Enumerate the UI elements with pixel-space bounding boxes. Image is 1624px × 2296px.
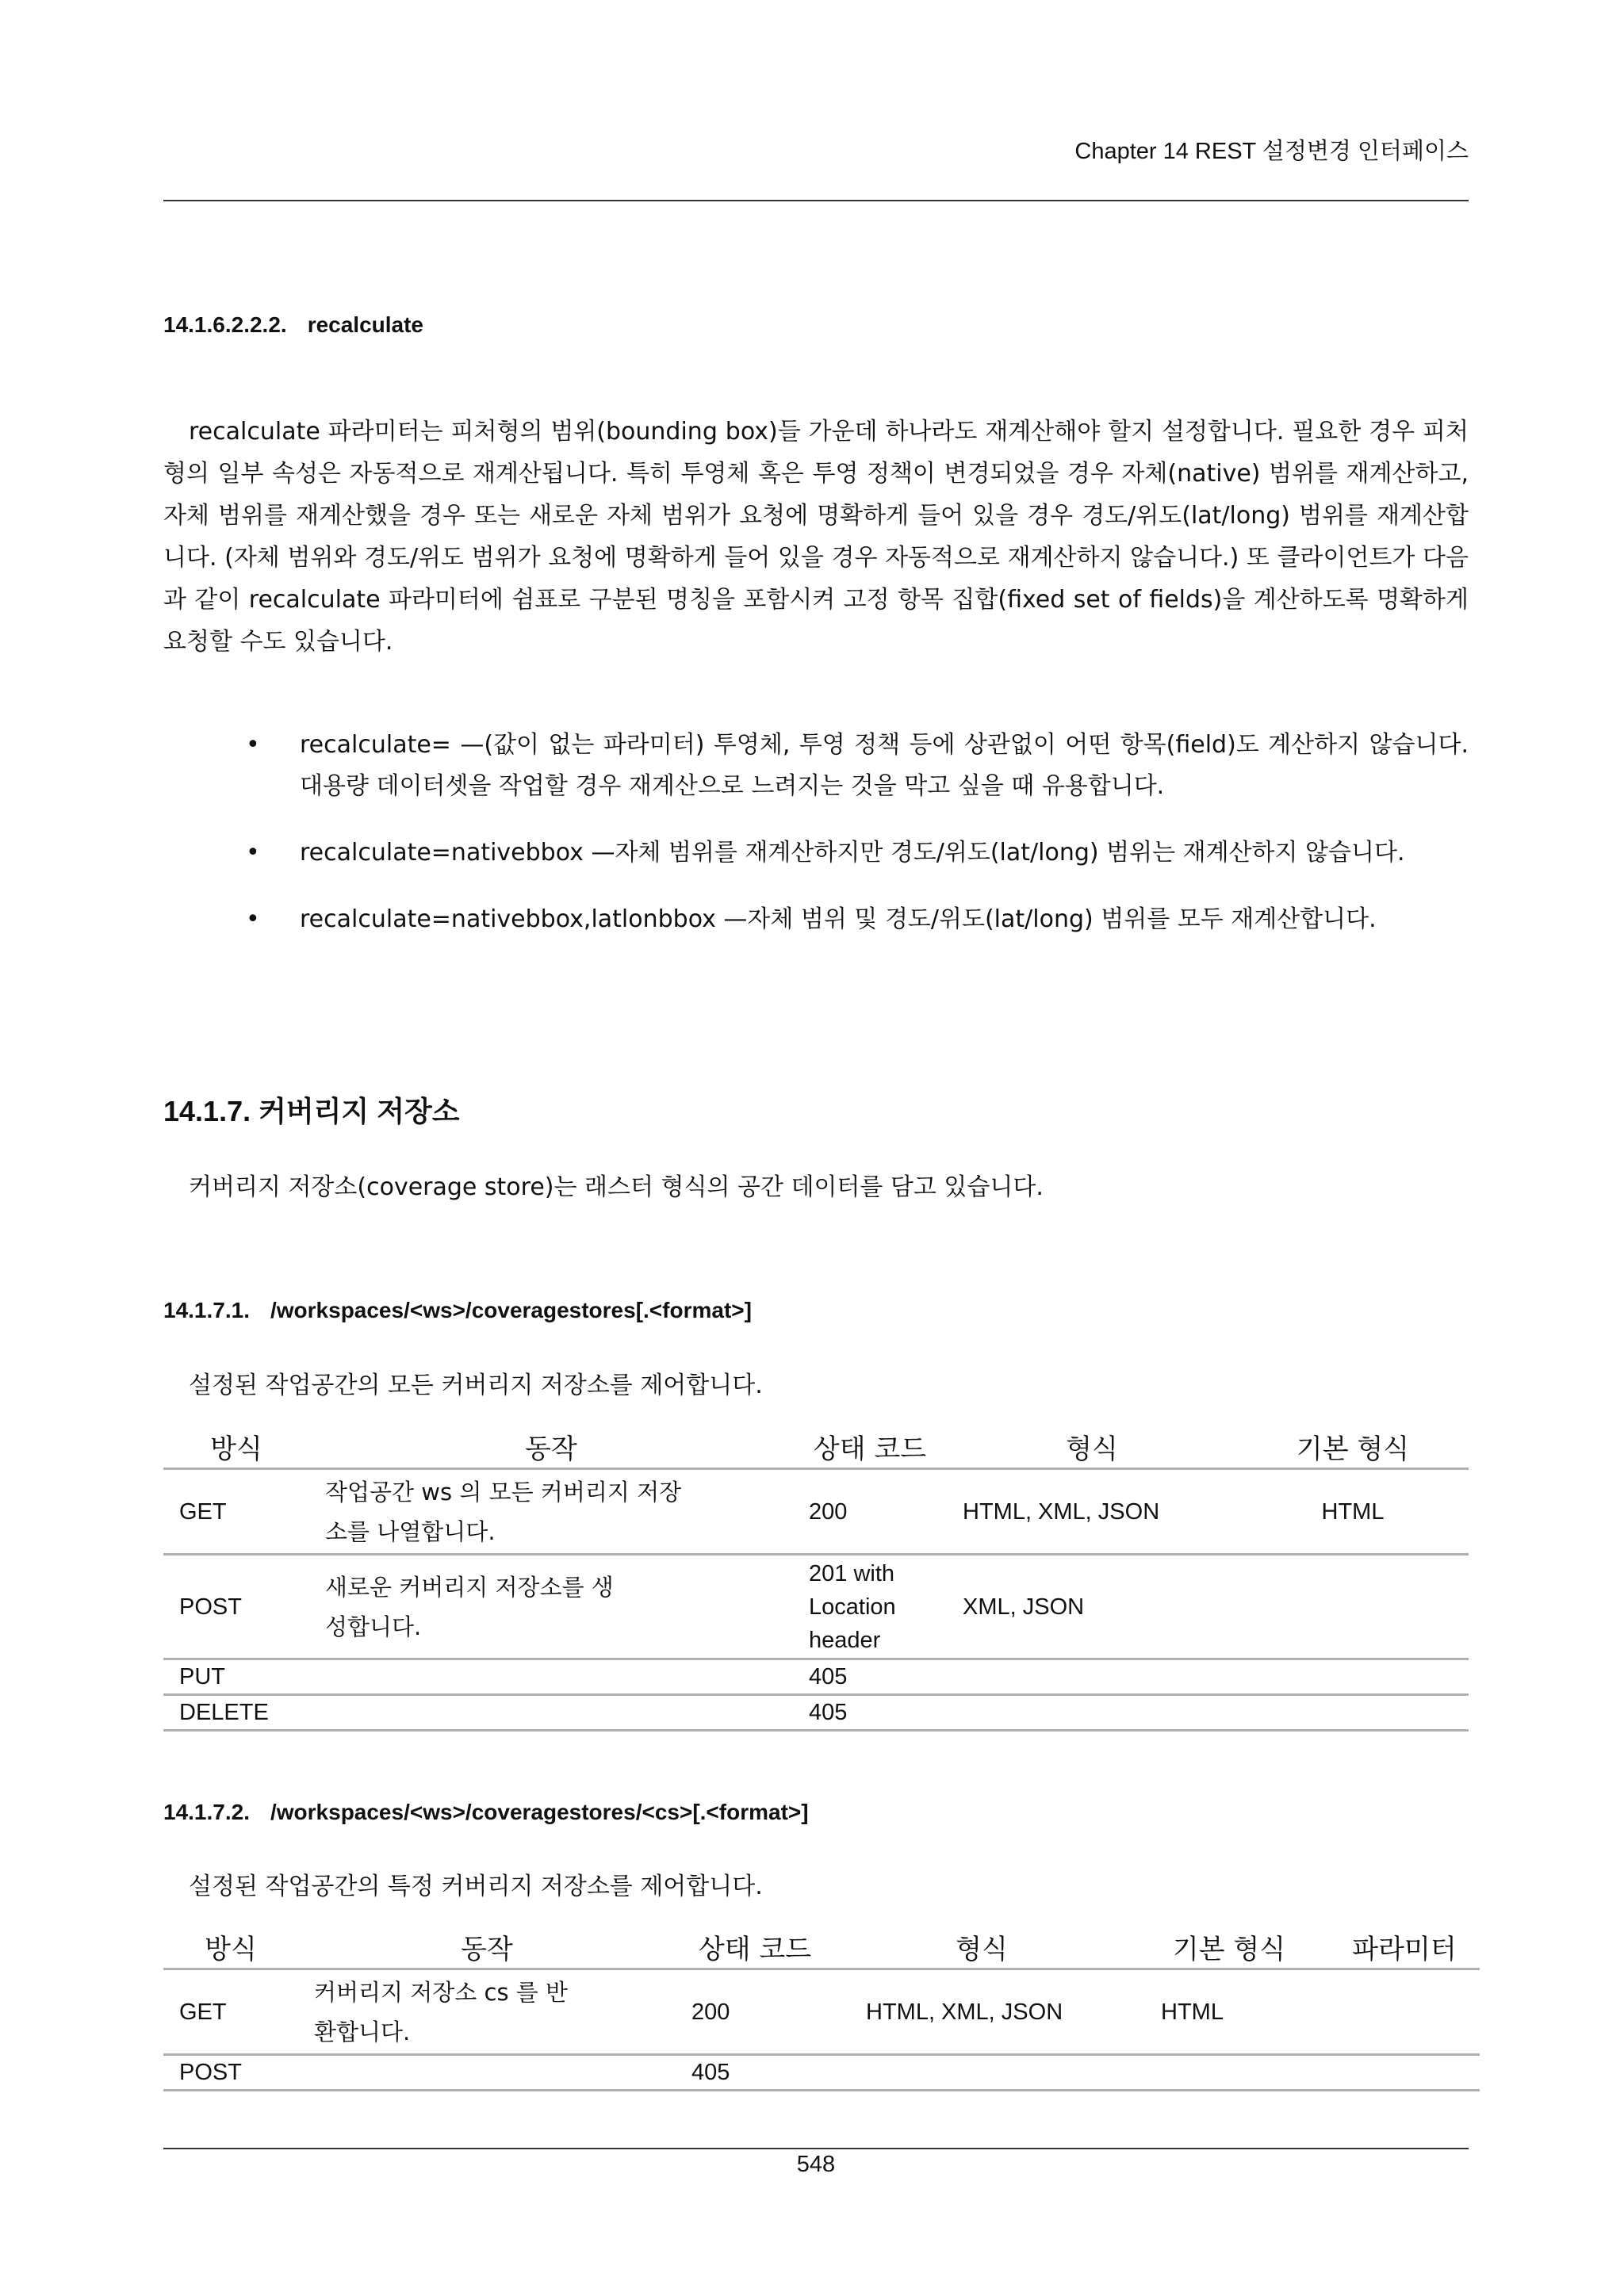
- coveragestore-intro: 설정된 작업공간의 특정 커버리지 저장소를 제어합니다.: [189, 1873, 763, 1900]
- method-cell: GET: [163, 1969, 298, 2055]
- method-cell: PUT: [163, 1659, 309, 1695]
- heading-title: /workspaces/<ws>/coveragestores[.<format>]: [270, 1298, 752, 1322]
- column-header: 방식: [163, 1425, 309, 1469]
- coverage-store-intro: 커버리지 저장소(coverage store)는 래스터 형식의 공간 데이터를 담고 있습니다.: [189, 1173, 1044, 1201]
- column-header: 파라미터: [1329, 1925, 1480, 1969]
- format-cell: [834, 2055, 1129, 2091]
- bullet-icon: •: [246, 905, 260, 933]
- default-format-cell: [1237, 1659, 1469, 1695]
- status-cell: 200: [676, 1969, 834, 2055]
- table-row: [163, 1469, 1469, 1555]
- table-row: [163, 1555, 1469, 1659]
- page-number: 548: [796, 2152, 836, 2177]
- recalculate-options-list: [163, 725, 1469, 966]
- status-cell: 405: [793, 1695, 947, 1731]
- heading-coveragestores: [163, 1298, 752, 1323]
- heading-coverage-store: [163, 1089, 460, 1130]
- bullet-icon: •: [246, 839, 260, 867]
- recalculate-paragraph: recalculate 파라미터는 피처형의 범위(bounding box)들 가운데 하나라도 재계산해야 할지 설정합니다. 필요한 경우 피처형의 일부 속성은 자동적으로 재계산됩니다. 특히 투영체 혹은 투영 정책이 변경되었을 경우 자체(native) 범위를 재계산하고, 자체 범위를 재계산했을 경우 또는 새로운 자체 범위가 요청에 명확하게 들어 있을 경우 경도/위도(lat/long) 범위를 재계산합니다. (자체 범위와 경도/위도 범위가 요청에 명확하게 들어 있을 경우 자동적으로 재계산하지 않습니다.) 또 클라이언트가 다음과 같이 recalculate 파라미터에 쉼표로 구분된 명칭을 포함시켜 고정 항목 집합(fixed set of fields)을 계산하도록 명확하게 요청할 수도 있습니다.: [163, 418, 1469, 656]
- table-row: [163, 1659, 1469, 1695]
- parameter-cell: [1329, 1969, 1480, 2055]
- heading-title: 커버리지 저장소: [259, 1095, 460, 1127]
- heading-recalculate: [163, 312, 423, 338]
- column-header: 형식: [947, 1425, 1237, 1469]
- status-cell: 405: [793, 1659, 947, 1695]
- table-header-row: [163, 1425, 1469, 1469]
- heading-number: 14.1.7.: [163, 1095, 251, 1127]
- table-row: [163, 2055, 1480, 2091]
- header-rule: [163, 200, 1469, 201]
- method-cell: DELETE: [163, 1695, 309, 1731]
- heading-number: 14.1.6.2.2.2.: [163, 312, 287, 337]
- column-header: 기본 형식: [1129, 1925, 1329, 1969]
- format-cell: [947, 1695, 1237, 1731]
- list-item: [163, 832, 1469, 874]
- list-item-text: recalculate= —(값이 없는 파라미터) 투영체, 투영 정책 등에 상관없이 어떤 항목(field)도 계산하지 않습니다. 대용량 데이터셋을 작업할 경우 재계산으로 느려지는 것을 막고 싶을 때 유용합니다.: [300, 731, 1469, 800]
- method-cell: POST: [163, 2055, 298, 2091]
- method-cell: POST: [163, 1555, 309, 1659]
- bullet-icon: •: [246, 731, 260, 759]
- coveragestores-table: [163, 1425, 1469, 1732]
- default-format-cell: HTML: [1237, 1469, 1469, 1555]
- list-item-text: recalculate=nativebbox —자체 범위를 재계산하지만 경도/위도(lat/long) 범위는 재계산하지 않습니다.: [300, 839, 1405, 867]
- default-format-cell: [1237, 1555, 1469, 1659]
- default-format-cell: [1129, 2055, 1329, 2091]
- running-header: Chapter 14 REST 설정변경 인터페이스: [1074, 139, 1469, 164]
- heading-title: /workspaces/<ws>/coveragestores/<cs>[.<format>]: [270, 1800, 809, 1824]
- column-header: 동작: [298, 1925, 676, 1969]
- action-cell: 새로운 커버리지 저장소를 생성합니다.: [309, 1555, 793, 1659]
- column-header: 상태 코드: [676, 1925, 834, 1969]
- heading-number: 14.1.7.2.: [163, 1800, 250, 1824]
- parameter-cell: [1329, 2055, 1480, 2091]
- column-header: 동작: [309, 1425, 793, 1469]
- method-cell: GET: [163, 1469, 309, 1555]
- column-header: 형식: [834, 1925, 1129, 1969]
- action-cell: [309, 1695, 793, 1731]
- table-header-row: [163, 1925, 1480, 1969]
- format-cell: [947, 1659, 1237, 1695]
- list-item-text: recalculate=nativebbox,latlonbbox —자체 범위 및 경도/위도(lat/long) 범위를 모두 재계산합니다.: [300, 905, 1377, 933]
- default-format-cell: HTML: [1129, 1969, 1329, 2055]
- status-cell: 201 with Location header: [793, 1555, 947, 1659]
- footer-rule: [163, 2148, 1469, 2149]
- coveragestores-intro: 설정된 작업공간의 모든 커버리지 저장소를 제어합니다.: [189, 1372, 763, 1399]
- status-cell: 405: [676, 2055, 834, 2091]
- format-cell: XML, JSON: [947, 1555, 1237, 1659]
- action-cell: [309, 1659, 793, 1695]
- list-item: [163, 725, 1469, 807]
- heading-title: recalculate: [307, 312, 424, 337]
- default-format-cell: [1237, 1695, 1469, 1731]
- action-cell: [298, 2055, 676, 2091]
- column-header: 기본 형식: [1237, 1425, 1469, 1469]
- coveragestore-table: [163, 1925, 1480, 2091]
- column-header: 상태 코드: [793, 1425, 947, 1469]
- format-cell: HTML, XML, JSON: [834, 1969, 1129, 2055]
- table-row: [163, 1695, 1469, 1731]
- column-header: 방식: [163, 1925, 298, 1969]
- heading-coveragestore: [163, 1800, 809, 1825]
- action-cell: 커버리지 저장소 cs 를 반환합니다.: [298, 1969, 676, 2055]
- format-cell: HTML, XML, JSON: [947, 1469, 1237, 1555]
- action-cell: 작업공간 ws 의 모든 커버리지 저장소를 나열합니다.: [309, 1469, 793, 1555]
- heading-number: 14.1.7.1.: [163, 1298, 250, 1322]
- table-row: [163, 1969, 1480, 2055]
- list-item: [163, 899, 1469, 940]
- status-cell: 200: [793, 1469, 947, 1555]
